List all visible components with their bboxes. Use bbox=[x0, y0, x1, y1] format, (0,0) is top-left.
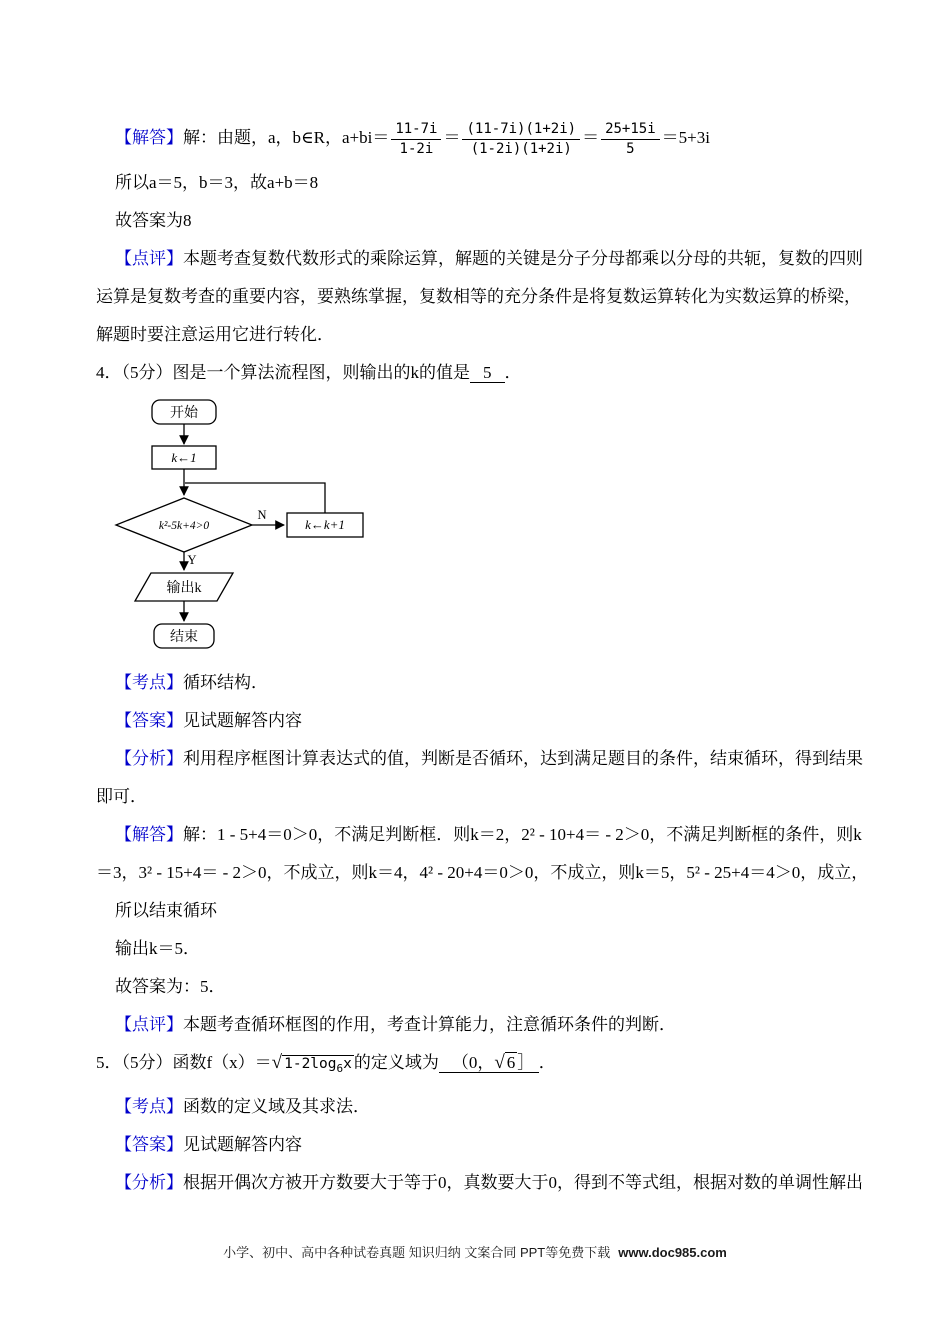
q5-answer-text: 见试题解答内容 bbox=[183, 1134, 302, 1154]
q4-kaodian-text: 循环结构． bbox=[183, 673, 268, 692]
equals-sign: ＝ bbox=[443, 128, 461, 147]
log-base: 6 bbox=[336, 1061, 344, 1075]
label-jieda-q3: 【解答】 bbox=[115, 128, 183, 147]
frac-numerator: 25+15i bbox=[601, 120, 660, 140]
fraction-2 bbox=[462, 120, 580, 159]
q4-text: 4．（5分）图是一个算法流程图，则输出的k的值是 bbox=[96, 363, 470, 382]
label-fenxi-q4: 【分析】 bbox=[115, 749, 183, 768]
q4-comment bbox=[96, 1006, 876, 1044]
q3-solution-line2: 所以a＝5，b＝3，故a+b＝8 bbox=[115, 173, 319, 192]
q4-kaodian bbox=[96, 664, 876, 702]
footer-url: www.doc985.com bbox=[618, 1245, 727, 1260]
q5-kaodian-text: 函数的定义域及其求法． bbox=[183, 1096, 370, 1116]
q5-period: ． bbox=[538, 1053, 556, 1072]
question-4 bbox=[96, 354, 876, 392]
decision-condition: k²-5k+4>0 bbox=[158, 520, 210, 532]
page-footer bbox=[0, 1242, 950, 1261]
init-node-label: k←1 bbox=[171, 450, 197, 465]
q4-answer-blank: 5 bbox=[470, 363, 505, 383]
q5-answer-radicand: 6 bbox=[506, 1053, 516, 1072]
radicand-post: x bbox=[343, 1056, 352, 1072]
q3-solution-line3: 故答案为8 bbox=[115, 211, 192, 230]
q4-analysis bbox=[96, 740, 876, 816]
q4-solution-line4: 故答案为：5． bbox=[115, 977, 226, 996]
q3-solution-result: ＝5+3i bbox=[661, 128, 710, 147]
radicand-pre: 1-2log bbox=[284, 1056, 337, 1072]
q5-answer-row bbox=[96, 1126, 876, 1164]
end-node-label: 结束 bbox=[170, 630, 198, 645]
label-dianping-q4: 【点评】 bbox=[115, 1015, 183, 1034]
frac-numerator: (11-7i)(1+2i) bbox=[462, 120, 580, 140]
q5-analysis bbox=[96, 1164, 876, 1202]
branch-yes-label: Y bbox=[187, 553, 197, 567]
equals-sign: ＝ bbox=[582, 128, 600, 147]
q5-answer-blank bbox=[439, 1053, 539, 1073]
q4-comment-text: 本题考查循环框图的作用，考查计算能力，注意循环条件的判断． bbox=[183, 1015, 676, 1034]
q5-answer-open: （0， bbox=[451, 1053, 495, 1072]
flowchart-svg bbox=[114, 398, 384, 660]
algorithm-flowchart bbox=[114, 398, 876, 660]
q5-analysis-text: 根据开偶次方被开方数要大于等于0，真数要大于0，得到不等式组，根据对数的单调性解出 bbox=[183, 1172, 863, 1192]
fraction-1 bbox=[391, 120, 441, 159]
q3-comment-text: 本题考查复数代数形式的乘除运算，解题的关键是分子分母都乘以分母的共轭，复数的四则运算是复数考查的重要内容，要熟练掌握，复数相等的充分条件是将复数运算转化为实数运算的桥梁，解题时要注意运用它进行转化． bbox=[96, 249, 863, 344]
q4-solution-text: 解：1 - 5+4＝0＞0，不满足判断框．则k＝2，2² - 10+4＝ - 2＞0，不满足判断框的条件，则k＝3，3² - 15+4＝ - 2＞0，不成立，则k＝4，4² - 20+4＝0＞0，不成立，则k＝5，5² - 25+4＝4＞0，成立， bbox=[96, 825, 869, 882]
frac-denominator: 1-2i bbox=[399, 140, 434, 157]
frac-denominator: (1-2i)(1+2i) bbox=[470, 140, 572, 157]
q3-comment bbox=[96, 240, 876, 354]
q5-answer-close: ］ bbox=[517, 1053, 526, 1072]
q5-kaodian bbox=[96, 1088, 876, 1126]
fraction-3 bbox=[601, 120, 660, 159]
label-dianping-q3: 【点评】 bbox=[115, 249, 183, 268]
frac-numerator: 11-7i bbox=[391, 120, 441, 140]
q5-mid-text: 的定义域为 bbox=[353, 1053, 439, 1072]
q4-analysis-text: 利用程序框图计算表达式的值，判断是否循环，达到满足题目的条件，结束循环，得到结果即可． bbox=[96, 749, 863, 806]
q4-period: ． bbox=[504, 363, 522, 382]
q3-solution-line bbox=[96, 112, 876, 164]
label-daan-q5: 【答案】 bbox=[115, 1134, 183, 1154]
q4-answer-text: 见试题解答内容 bbox=[183, 711, 302, 730]
question-5 bbox=[96, 1044, 876, 1088]
q3-solution-intro: 解：由题，a，b∈R，a+bi＝ bbox=[183, 128, 390, 147]
q4-solution-line3: 输出k＝5． bbox=[115, 939, 200, 958]
q4-answer-row bbox=[96, 702, 876, 740]
footer-text: 小学、初中、高中各种试卷真题 知识归纳 文案合同 PPT等免费下载 bbox=[223, 1245, 611, 1260]
frac-denominator: 5 bbox=[626, 140, 635, 157]
start-node-label: 开始 bbox=[170, 406, 198, 421]
label-jieda-q4: 【解答】 bbox=[115, 825, 183, 844]
branch-no-label: N bbox=[257, 508, 267, 522]
label-daan-q4: 【答案】 bbox=[115, 711, 183, 730]
label-fenxi-q5: 【分析】 bbox=[115, 1172, 183, 1192]
output-node-label: 输出k bbox=[166, 581, 202, 596]
sqrt-radical bbox=[271, 1052, 354, 1075]
radical-sign: √ bbox=[271, 1052, 283, 1073]
radical-sign: √ bbox=[494, 1052, 505, 1073]
label-kaodian-q4: 【考点】 bbox=[115, 673, 183, 692]
q4-solution bbox=[96, 816, 876, 892]
q4-solution-line2: 所以结束循环 bbox=[115, 901, 217, 920]
q5-text: 5．（5分）函数f（x）＝ bbox=[96, 1053, 272, 1072]
increment-node-label: k←k+1 bbox=[305, 517, 345, 532]
radicand bbox=[282, 1055, 354, 1075]
label-kaodian-q5: 【考点】 bbox=[115, 1096, 183, 1116]
